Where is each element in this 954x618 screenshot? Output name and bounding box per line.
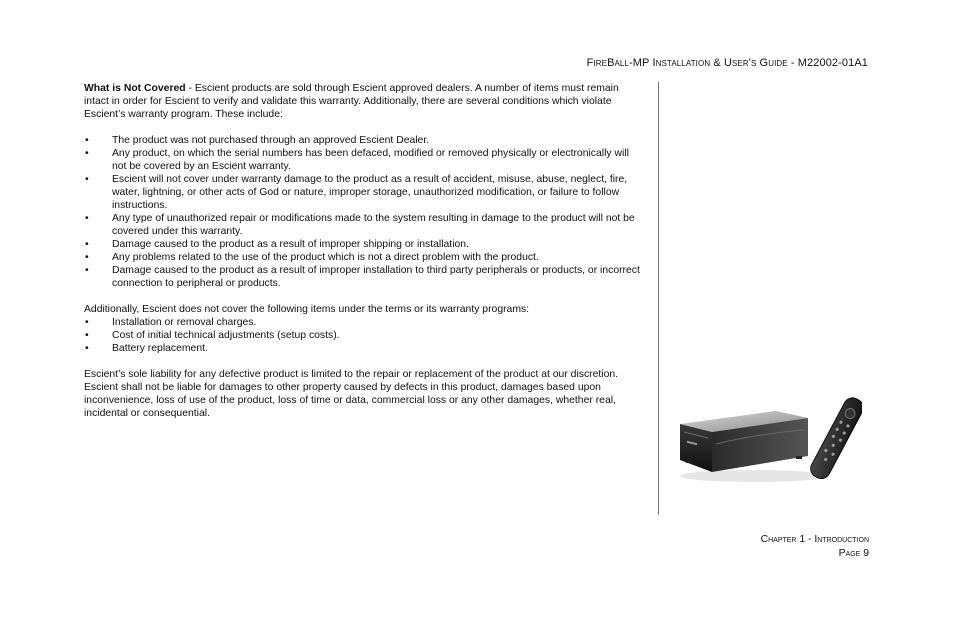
bullet: •	[85, 265, 89, 276]
list-item	[84, 173, 644, 212]
fireball-player-with-remote-photo	[676, 394, 862, 488]
player-front	[680, 424, 712, 472]
bullet: •	[85, 330, 89, 341]
list-item-text: Damage caused to the product as a result of improper shipping or installation.	[112, 239, 469, 250]
list-item-text: Cost of initial technical adjustments (setup costs).	[112, 330, 340, 341]
bullet: •	[85, 343, 89, 354]
spacer	[84, 290, 644, 303]
remote-control	[807, 395, 862, 482]
list-item	[84, 134, 644, 147]
spacer	[84, 121, 644, 134]
remote-body	[807, 395, 862, 482]
bullet: •	[85, 148, 89, 159]
liability-paragraph: Escient’s sole liability for any defective product is limited to the repair or replacement of the product at our discretion. Escient shall not be liable for damages to other property caused by defects in this product, damages based upon inconvenience, loss of use of the product, loss of time or data, commercial loss or any other damages, whether real, incidental or consequential.	[84, 369, 619, 419]
conditions-list	[84, 134, 644, 290]
chapter-label: Chapter 1 - Introduction	[760, 534, 869, 545]
list-item-text: Any product, on which the serial numbers has been defaced, modified or removed physically or electronically will not be covered by an Escient warranty.	[112, 148, 629, 172]
list-item	[84, 147, 644, 173]
bullet: •	[85, 252, 89, 263]
list-item	[84, 251, 644, 264]
intro-text: - Escient products are sold through Escient approved dealers. A number of items must remain intact in order for Escient to verify and validate this warranty. Additionally, there are several conditions which violate Escient’s warranty program. These include:	[84, 83, 619, 120]
additional-list	[84, 316, 644, 355]
list-item-text: Damage caused to the product as a result of improper installation to third party peripherals or products, or incorrect connection to peripheral or products.	[112, 265, 640, 289]
list-item	[84, 264, 644, 290]
list-item	[84, 342, 644, 355]
spacer	[84, 355, 644, 368]
page-number: Page 9	[838, 548, 869, 559]
bullet: •	[85, 317, 89, 328]
list-item-text: Escient will not cover under warranty damage to the product as a result of accident, misuse, abuse, neglect, fire, water, lightning, or other acts of God or nature, improper storage, unauthorized modification, or failure to follow instructions.	[112, 174, 628, 211]
intro-paragraph	[84, 82, 644, 121]
page-footer	[761, 533, 869, 561]
additional-paragraph: Additionally, Escient does not cover the following items under the terms or its warranty programs:	[84, 304, 530, 315]
guide-title: FireBall-MP Installation & User's Guide	[586, 57, 788, 69]
product-illustration	[676, 394, 862, 488]
list-item-text: The product was not purchased through an approved Escient Dealer.	[112, 135, 430, 146]
bullet: •	[85, 174, 89, 185]
shadow	[680, 470, 828, 482]
page-header	[587, 57, 868, 69]
section-heading: What is Not Covered	[84, 83, 186, 94]
player-foot	[796, 456, 802, 459]
list-item-text: Battery replacement.	[112, 343, 208, 354]
warranty-section	[84, 82, 644, 420]
margin-rule	[658, 82, 659, 515]
list-item	[84, 316, 644, 329]
list-item	[84, 212, 644, 238]
document-number: - M22002-01A1	[787, 57, 868, 69]
bullet: •	[85, 213, 89, 224]
list-item-text: Any type of unauthorized repair or modifications made to the system resulting in damage to the product will not be covered under this warranty.	[112, 213, 635, 237]
bullet: •	[85, 239, 89, 250]
list-item-text: Any problems related to the use of the product which is not a direct problem with the product.	[112, 252, 539, 263]
list-item	[84, 238, 644, 251]
list-item-text: Installation or removal charges.	[112, 317, 257, 328]
player-foot	[686, 460, 692, 463]
list-item	[84, 329, 644, 342]
bullet: •	[85, 135, 89, 146]
